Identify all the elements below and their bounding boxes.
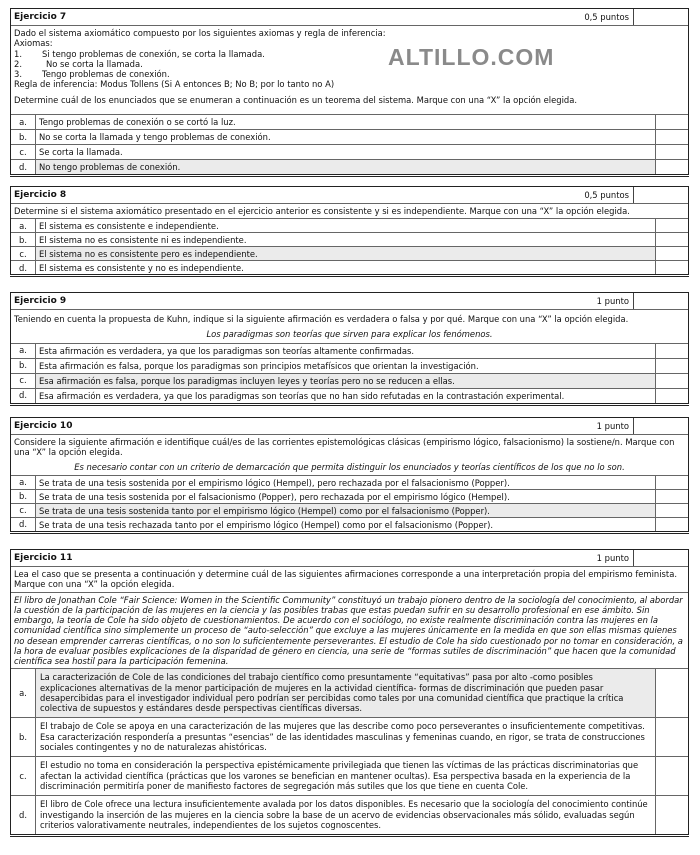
answer-box[interactable] <box>656 718 688 756</box>
axiom-item: 1. Si tengo problemas de conexión, se corta la llamada. <box>14 48 265 59</box>
exercise-points: 1 punto <box>596 295 629 306</box>
exercise-points: 0,5 puntos <box>584 11 629 22</box>
exercise-statement <box>11 310 688 344</box>
option-a[interactable]: a. El sistema es consistente e independiente. <box>11 219 688 233</box>
exercise-title: Ejercicio 10 <box>14 420 73 431</box>
exercise-title: Ejercicio 11 <box>14 552 73 563</box>
axiom-item: 3. Tengo problemas de conexión. <box>14 69 170 79</box>
quoted-statement: Los paradigmas son teorías que sirven para explicar los fenómenos. <box>206 329 493 340</box>
answer-box[interactable] <box>656 796 688 834</box>
answer-box[interactable] <box>656 233 688 246</box>
option-c[interactable]: c. Esa afirmación es falsa, porque los paradigmas incluyen leyes y teorías pero no se reducen a ellas. <box>11 374 688 389</box>
exercise-header <box>11 9 688 26</box>
option-d[interactable]: d. El libro de Cole ofrece una lectura insuficientemente avalada por los datos disponibles. Es necesario que la sociología del conocimiento continúe investigando la inserción de las mujeres en la ciencia sobre la base de un acervo de evidencias observacionales más sólido, evaluadas según criterios valorativamente neutrales, independientes de los sujetos cognoscentes. <box>11 796 688 834</box>
exercise-title: Ejercicio 7 <box>14 11 67 22</box>
exercise-8 <box>10 186 689 274</box>
exercise-points: 1 punto <box>596 552 629 563</box>
option-d[interactable]: d. Se trata de una tesis rechazada tanto por el empirismo lógico (Hempel) como por el falsacionismo (Popper). <box>11 518 688 531</box>
score-box <box>633 187 688 203</box>
option-b[interactable]: b. El sistema no es consistente ni es independiente. <box>11 233 688 247</box>
inference-rule: Regla de inferencia: Modus Tollens (Si A entonces B; No B; por lo tanto no A) <box>14 79 335 90</box>
option-a[interactable]: a. Se trata de una tesis sostenida por el empirismo lógico (Hempel), pero rechazada por el falsacionismo (Popper). <box>11 476 688 490</box>
question-text: Teniendo en cuenta la propuesta de Kuhn, indique si la siguiente afirmación es verdadera o falsa y por qué. Marque con una “X” la opción elegida. <box>14 314 629 324</box>
exercise-header <box>11 550 688 567</box>
exercise-title: Ejercicio 9 <box>14 295 67 306</box>
exercise-title: Ejercicio 8 <box>14 189 67 200</box>
question-text: Considere la siguiente afirmación e identifique cuál/es de las corrientes epistemológicas clásicas (empirismo lógico, falsacionismo) la sostiene/n. Marque con una “X” la opción elegida. <box>14 437 675 458</box>
option-d[interactable]: d. No tengo problemas de conexión. <box>11 160 688 174</box>
exercise-statement <box>11 435 688 476</box>
answer-box[interactable] <box>656 374 688 388</box>
exercise-header <box>11 418 688 435</box>
option-b[interactable]: b. Esta afirmación es falsa, porque los paradigmas son principios metafísicos que orientan la investigación. <box>11 359 688 374</box>
exercise-statement <box>11 26 688 115</box>
score-box <box>633 293 688 309</box>
option-c[interactable]: c. Se trata de una tesis sostenida tanto por el empirismo lógico (Hempel) como por el falsacionismo (Popper). <box>11 504 688 518</box>
option-c[interactable]: c. El sistema no es consistente pero es independiente. <box>11 247 688 261</box>
answer-box[interactable] <box>656 115 688 129</box>
exercise-7 <box>10 8 689 174</box>
option-d[interactable]: d. Esa afirmación es verdadera, ya que los paradigmas son teorías que no han sido refutadas en la contrastación experimental. <box>11 389 688 403</box>
option-c[interactable]: c. El estudio no toma en consideración la perspectiva epistémicamente privilegiada que tienen las víctimas de las prácticas discriminatorias que afectan la actividad científica (prácticas que los varones se benefician en mantener ocultas). Esa perspectiva basada en la experiencia de la discriminación permitiría poner de manifiesto factores de segregación más sutiles que los que tiene en cuenta Cole. <box>11 757 688 796</box>
score-box <box>633 418 688 434</box>
exercise-10 <box>10 417 689 531</box>
answer-box[interactable] <box>656 145 688 159</box>
option-b[interactable]: b. No se corta la llamada y tengo problemas de conexión. <box>11 130 688 145</box>
score-box <box>633 9 688 25</box>
answer-box[interactable] <box>656 669 688 717</box>
axioms-label: Axiomas: <box>14 38 53 49</box>
answer-box[interactable] <box>656 130 688 144</box>
option-b[interactable]: b. Se trata de una tesis sostenida por el falsacionismo (Popper), pero rechazada por el empirismo lógico (Hempel). <box>11 490 688 504</box>
quoted-statement: Es necesario contar con un criterio de demarcación que permita distinguir los enunciados y teorías científicos de los que no lo son. <box>74 461 625 472</box>
answer-box[interactable] <box>656 247 688 260</box>
intro-text: Dado el sistema axiomático compuesto por los siguientes axiomas y regla de inferencia: <box>14 28 386 38</box>
option-c[interactable]: c. Se corta la llamada. <box>11 145 688 160</box>
answer-box[interactable] <box>656 504 688 517</box>
case-text-row <box>11 593 688 670</box>
axiom-item: 2. No se corta la llamada. <box>14 58 143 69</box>
answer-box[interactable] <box>656 160 688 174</box>
exercise-statement <box>11 567 688 593</box>
answer-box[interactable] <box>656 476 688 489</box>
exercise-points: 1 punto <box>596 420 629 431</box>
option-d[interactable]: d. El sistema es consistente y no es independiente. <box>11 261 688 274</box>
exercise-11 <box>10 549 689 834</box>
score-box <box>633 550 688 566</box>
exercise-header <box>11 293 688 310</box>
answer-box[interactable] <box>656 344 688 358</box>
question-text: Lea el caso que se presenta a continuación y determine cuál de las siguientes afirmaciones corresponde a una interpretación propia del empirismo feminista. Marque con una “X” la opción elegida. <box>14 569 677 590</box>
option-b[interactable]: b. El trabajo de Cole se apoya en una caracterización de las mujeres que las describe como poco perseverantes o insuficientemente competitivas. Esa caracterización respondería a presuntas “esencias” de las identidades masculinas y femeninas cuando, en rigor, se trata de construcciones sociales contingentes y no de naturalezas ahistóricas. <box>11 718 688 757</box>
question-text: Determine cuál de los enunciados que se enumeran a continuación es un teorema del sistema. Marque con una “X” la opción elegida. <box>14 94 578 105</box>
answer-box[interactable] <box>656 490 688 503</box>
answer-box[interactable] <box>656 359 688 373</box>
exercise-statement <box>11 204 688 219</box>
answer-box[interactable] <box>656 261 688 274</box>
answer-box[interactable] <box>656 518 688 531</box>
option-a[interactable]: a. Esta afirmación es verdadera, ya que los paradigmas son teorías altamente confirmadas. <box>11 344 688 359</box>
case-text: El libro de Jonathan Cole “Fair Science: Women in the Scientific Community” constituyó un trabajo pionero dentro de la sociología del conocimiento, al abordar la cuestión de la participación de las mujeres en la ciencia y las posibles trabas que estas puedan sufrir en su desarrollo profesional en ese ámbito. Sin embargo, la teoría de Cole ha sido objeto de cuestionamientos. De acuerdo con el sociólogo, no existe realmente discriminación contra las mujeres en la comunidad científica sino simplemente un proceso de “auto-selección” que excluye a las mujeres únicamente en la medida en que son ellas mismas quienes no desean emprender carreras científicas, o no son lo suficientemente perseverantes. El estudio de Cole ha sido cuestionado por no tomar en consideración, a la hora de evaluar posibles explicaciones de la disparidad de género en ciencia, una serie de “formas sutiles de discriminación” que hacen que la comunidad científica sea hostil para la participación femenina. <box>14 594 683 666</box>
answer-box[interactable] <box>656 219 688 232</box>
exercise-header <box>11 187 688 204</box>
answer-box[interactable] <box>656 757 688 795</box>
watermark: ALTILLO.COM <box>388 44 555 70</box>
option-a[interactable]: a. La caracterización de Cole de las condiciones del trabajo científico como presuntamente “equitativas” pasa por alto -como posibles explicaciones alternativas de la menor participación de mujeres en la actividad científica- formas de discriminación que pueden pasar desapercibidas para el investigador individual pero podrían ser percibidas como tales por una comunidad científica que practique la crítica colectiva de supuestos y estándares desde perspectivas científicas diversas. <box>11 669 688 718</box>
exercise-9 <box>10 292 689 403</box>
question-text: Determine si el sistema axiomático presentado en el ejercicio anterior es consistente y si es independiente. Marque con una “X” la opción elegida. <box>14 206 630 216</box>
exercise-points: 0,5 puntos <box>584 189 629 200</box>
answer-box[interactable] <box>656 389 688 403</box>
option-a[interactable]: a. Tengo problemas de conexión o se cortó la luz. <box>11 115 688 130</box>
